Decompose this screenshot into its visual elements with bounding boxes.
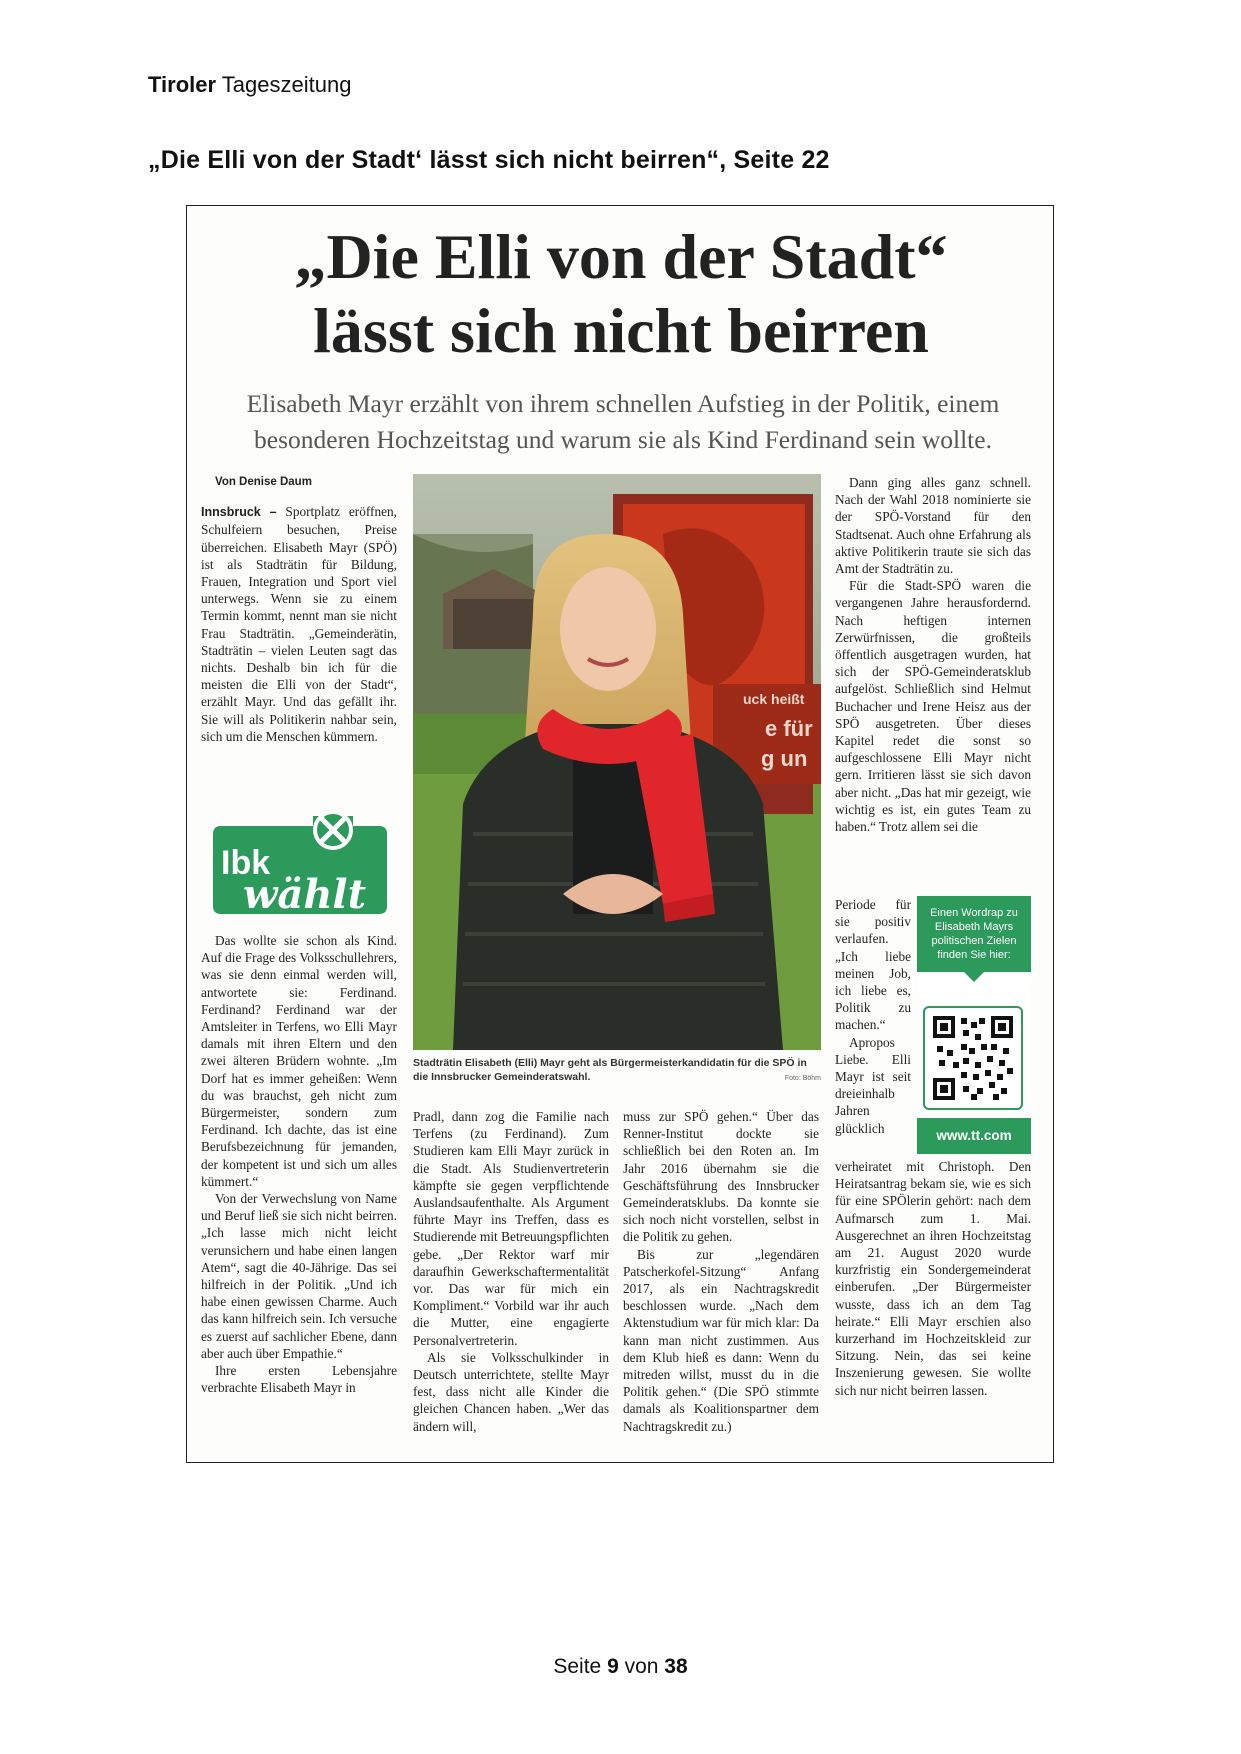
paragraph: Dann ging alles ganz schnell. Nach der Wahl 2018 nominierte sie der SPÖ-Vorstand für den Stadtsenat. Auch ohne Erfahrung als aktive Politikerin traute sie sich das Amt der Stadträtin zu. bbox=[835, 475, 1031, 577]
byline: Von Denise Daum bbox=[215, 476, 312, 488]
column-1-bottom bbox=[201, 932, 397, 1462]
qr-code-icon[interactable] bbox=[923, 1006, 1023, 1110]
paragraph: Das wollte sie schon als Kind. Auf die Frage des Volksschullehrers, was sie denn einmal werden will, antwortete sie: Ferdinand. Ferdinand? Ferdinand war der Amtsleiter in Terfens, wo Elli Mayr damals mit ihren Eltern und den zwei älteren Brüdern wohnte. „Im Dorf hat es immer geheißen: Wenn du was brauchst, geh nicht zum Bürgermeister, sondern zum Ferdinand. Ich dachte, das ist eine Berufsbezeichnung für jemanden, der kompetent ist und sich um alles kümmert.“ bbox=[201, 933, 397, 1189]
paragraph: Ihre ersten Lebensjahre verbrachte Elisabeth Mayr in bbox=[201, 1363, 397, 1396]
headline-line-1: „Die Elli von der Stadt“ bbox=[294, 221, 948, 292]
paragraph: Periode für sie positiv verlaufen. „Ich liebe meinen Job, ich liebe es, Politik zu machen.“ bbox=[835, 897, 911, 1033]
paragraph bbox=[201, 503, 397, 745]
promo-url[interactable]: www.tt.com bbox=[917, 1118, 1031, 1154]
page-middle: von bbox=[618, 1655, 665, 1678]
article-headline bbox=[187, 220, 1054, 368]
current-page: 9 bbox=[607, 1655, 619, 1678]
photo-caption bbox=[413, 1056, 821, 1084]
publication-name-bold: Tiroler bbox=[148, 72, 217, 97]
sign-text-2: e für bbox=[765, 716, 813, 741]
ballot-check-icon bbox=[315, 812, 351, 848]
paragraph: Apropos Liebe. Elli Mayr ist seit dreieinhalb Jahren glücklich bbox=[835, 1034, 911, 1136]
page-prefix: Seite bbox=[553, 1655, 608, 1678]
wordrap-promo-box bbox=[917, 896, 1031, 1158]
paragraph: muss zur SPÖ gehen.“ Über das Renner-Institut dockte sie schließlich bei den Roten an. Im Jahr 2016 übernahm sie die Geschäftsführung des Innsbrucker Gemeinderatsklubs. Da konnte sie sich noch nicht vorstellen, selbst in die Politik zu gehen. bbox=[623, 1109, 819, 1245]
article-photo bbox=[413, 474, 821, 1050]
caption-text: Stadträtin Elisabeth (Elli) Mayr geht als Bürgermeisterkandidatin für die SPÖ in die Innsbrucker Gemeinderatswahl. bbox=[413, 1057, 807, 1083]
logo-ibk-text: Ibk bbox=[221, 844, 271, 882]
column-4-top bbox=[835, 474, 1031, 894]
ibk-waehlt-logo bbox=[203, 806, 395, 926]
document-title: „Die Elli von der Stadt‘ lässt sich nicht beirren“, Seite 22 bbox=[148, 146, 830, 174]
photo-credit: Foto: Böhm bbox=[784, 1075, 821, 1082]
dateline: Innsbruck – bbox=[201, 505, 277, 520]
page-number bbox=[0, 1655, 1241, 1679]
column-2 bbox=[413, 1108, 609, 1462]
column-4-narrow bbox=[835, 896, 911, 1158]
sign-text-1: uck heißt bbox=[743, 691, 805, 707]
newspaper-clipping bbox=[186, 205, 1054, 1463]
column-3 bbox=[623, 1108, 819, 1462]
promo-text: Einen Wordrap zu Elisabeth Mayrs politischen Zielen finden Sie hier: bbox=[917, 896, 1031, 972]
paragraph: Bis zur „legendären Patscherkofel-Sitzung“ Anfang 2017, als ein Nachtragskredit beschlossen wurde. „Nach dem Aktenstudium war für mich klar: Da kann man nicht zustimmen. Aus dem Klub hieß es dann: Wenn du mitreden willst, musst du in die Politik gehen.“ (Die SPÖ stimmte damals als Koalitionspartner dem Nachtragskredit zu.) bbox=[623, 1246, 819, 1434]
paragraph: Für die Stadt-SPÖ waren die vergangenen Jahre herausfordernd. Nach heftigen internen Zerwürfnissen, die großteils öffentlich ausgetragen wurden, hat sich der SPÖ-Gemeinderatsklub aufgelöst. Schließlich sind Helmut Buchacher und Irene Heisz aus der SPÖ ausgetreten. Über dieses Kapitel redet die sonst so aufgeschlossene Elli Mayr nicht gern. Irritieren lässt sie sich davon aber nicht. „Das hat mir gezeigt, wie wichtig es ist, ein gutes Team zu haben.“ Trotz allem sei die bbox=[835, 578, 1031, 835]
sign-text-3: g un bbox=[761, 746, 808, 771]
column-1-top bbox=[201, 474, 397, 794]
publication-header bbox=[148, 72, 351, 98]
paragraph: Pradl, dann zog die Familie nach Terfens (zu Ferdinand). Zum Studieren kam Elli Mayr zurück in die Stadt. Als Studienvertreterin kämpfte sie gegen verpflichtende Auslandsaufenthalte. Als Argument führte Mayr ins Treffen, dass es Studierende mit Betreuungspflichten gebe. „Der Rektor warf mir daraufhin Gewerkschaftermentalität vor. Das war für mich ein Kompliment.“ Vorbild war ihr auch die Mutter, eine engagierte Personalvertreterin. bbox=[413, 1109, 609, 1348]
total-pages: 38 bbox=[664, 1655, 688, 1678]
paragraph: Von der Verwechslung von Name und Beruf ließ sie sich nicht beirren. „Ich lasse mich nicht leicht verunsichern und habe einen langen Atem“, sagt die 40-Jährige. Das sei hilfreich in der Politik. „Und ich habe einen gewissen Charme. Auch das kann hilfreich sein. Ich versuche es zuerst auf sachlicher Ebene, dann aber auch über Empathie.“ bbox=[201, 1191, 397, 1361]
paragraph-text: Sportplatz eröffnen, Schulfeiern besuchen, Preise überreichen. Elisabeth Mayr (SPÖ) ist als Stadträtin für Bildung, Frauen, Integration und Sport viel unterwegs. Wenn sie zu einem Termin kommt, nennt man sie nicht Frau Stadträtin. „Gemeinderätin, Stadträtin – vielen Leuten sagt das nichts. Deshalb bin ich für die meisten die Elli von der Stadt“, erzählt Mayr. Und das gefällt ihr. Sie will als Politikerin nahbar sein, sich um die Menschen kümmern. bbox=[201, 504, 397, 744]
logo-wahlt-text: wählt bbox=[243, 871, 367, 918]
publication-name-rest: Tageszeitung bbox=[216, 72, 352, 97]
headline-line-2: lässt sich nicht beirren bbox=[313, 295, 929, 366]
article-dek: Elisabeth Mayr erzählt von ihrem schnellen Aufstieg in der Politik, einem besonderen Hochzeitstag und warum sie als Kind Ferdinand sein wollte. bbox=[246, 389, 1000, 454]
paragraph: Als sie Volksschulkinder in Deutsch unterrichtete, stellte Mayr fest, dass nicht alle Kinder die gleichen Chancen haben. „Wer das ändern will, bbox=[413, 1349, 609, 1434]
paragraph: verheiratet mit Christoph. Den Heiratsantrag bekam sie, wie es sich für eine SPÖlerin gehört: nach dem Aufmarsch zum 1. Mai. Ausgerechnet an ihren Hochzeitstag am 21. August 2020 wurde kurzfristig ein Sondergemeinderat einberufen. „Der Bürgermeister wusste, dass ich an dem Tag heirate.“ Elli Mayr erschien also kurzerhand im Hochzeitskleid zur Sitzung. Nein, das sei keine Inszenierung gewesen. Sie wollte sich nur nicht beirren lassen. bbox=[835, 1159, 1031, 1398]
column-4-bottom bbox=[835, 1158, 1031, 1462]
